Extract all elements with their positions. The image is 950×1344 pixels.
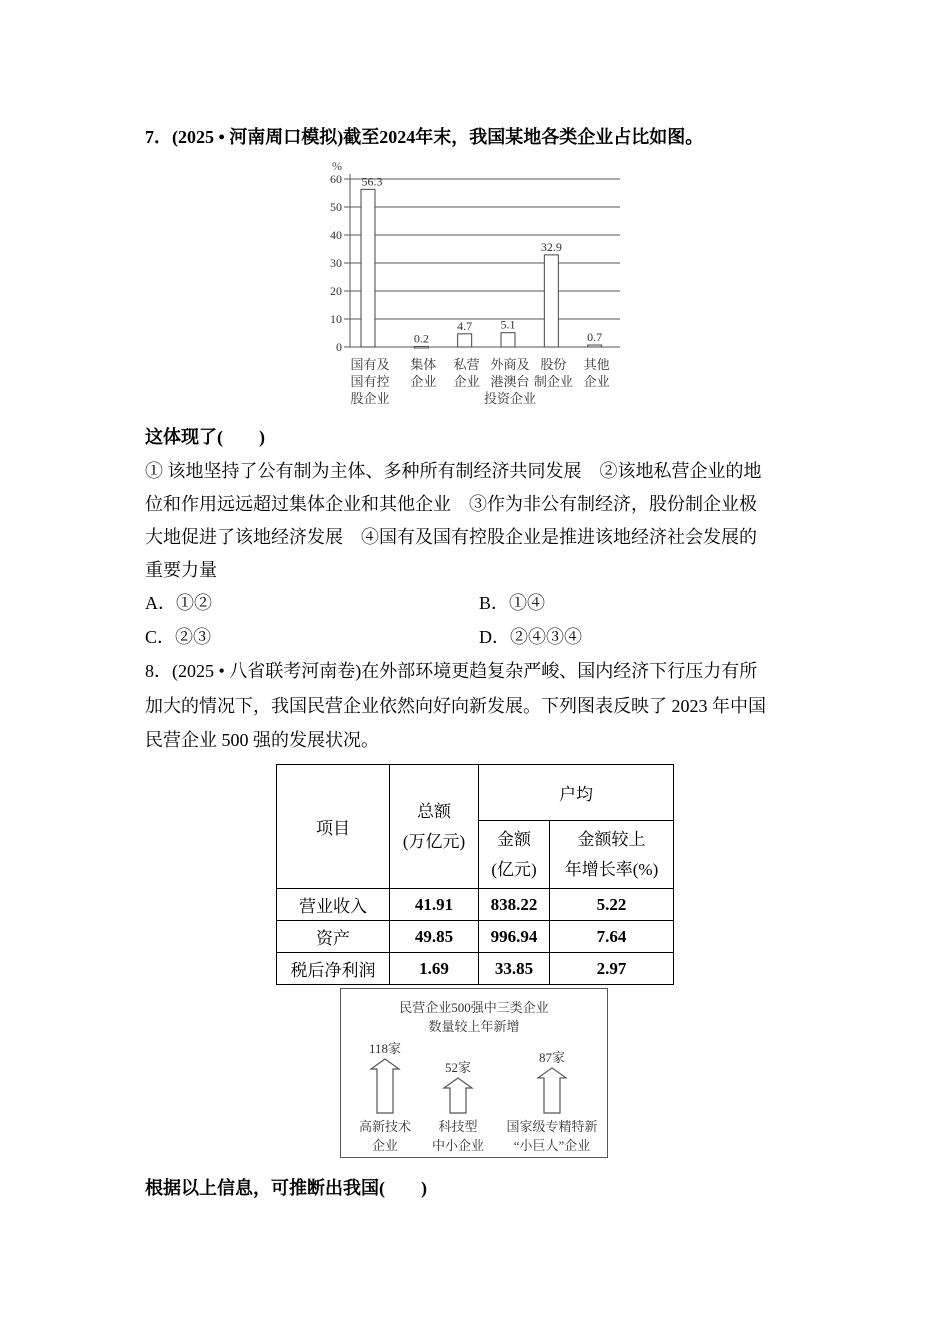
bar-value-label: 56.3 — [361, 174, 383, 189]
table-row — [277, 889, 674, 921]
q8-infographic — [340, 988, 608, 1158]
table-header-amount-line2: (亿元) — [491, 859, 537, 879]
bar — [361, 189, 375, 347]
q8-stem-line-1: 8．(2025 • 八省联考河南卷)在外部环境更趋复杂严峻、国内经济下行压力有所 — [145, 661, 758, 681]
growth-arrow — [371, 1059, 399, 1113]
table-cell-amount: 838.22 — [479, 889, 550, 921]
bar — [544, 255, 558, 347]
y-axis-unit-label: % — [332, 159, 342, 173]
bar-value-label: 4.7 — [457, 318, 473, 333]
q8-stem-line-3: 民营企业 500 强的发展状况。 — [145, 730, 379, 750]
table-header-total-line1: 总额 — [417, 801, 451, 821]
table-cell-total: 49.85 — [390, 921, 479, 953]
q7-option-a[interactable]: A．①② — [145, 593, 212, 613]
q7-statement-line-1: ① 该地坚持了公有制为主体、多种所有制经济共同发展 ②该地私营企业的地 — [145, 461, 762, 481]
x-category-label: 投资企业 — [483, 391, 537, 406]
table-cell-growth: 7.64 — [550, 921, 674, 953]
arrow-category-label-line2: 企业 — [371, 1138, 399, 1153]
arrow-category-label-line2: “小巨人”企业 — [513, 1138, 591, 1153]
growth-arrow — [538, 1068, 566, 1113]
bar-value-label: 32.9 — [540, 239, 562, 254]
y-tick-label: 40 — [330, 228, 342, 242]
bar-value-label: 0.7 — [587, 330, 603, 345]
table-header-growth-line2: 年增长率(%) — [564, 859, 659, 879]
table-cell-item: 营业收入 — [277, 889, 390, 921]
x-category-label: 外商及 — [490, 357, 530, 372]
table-cell-total: 1.69 — [390, 953, 479, 985]
q7-option-d[interactable]: D．②④③④ — [479, 627, 582, 647]
y-tick-label: 10 — [330, 312, 342, 326]
x-category-label: 集体 — [410, 357, 437, 372]
y-tick-label: 50 — [330, 200, 342, 214]
bar — [501, 333, 515, 347]
bar — [588, 345, 602, 347]
x-category-label: 企业 — [410, 374, 437, 389]
q7-option-b[interactable]: B．①④ — [479, 593, 546, 613]
x-category-label: 国有控 — [350, 374, 390, 389]
table-header-amount-line1: 金额 — [497, 829, 531, 849]
y-tick-label: 0 — [336, 340, 342, 354]
x-category-label: 其他 — [583, 357, 610, 372]
x-category-label: 私营 — [453, 357, 480, 372]
q7-statement-line-3: 大地促进了该地经济发展 ④国有及国有控股企业是推进该地经济社会发展的 — [145, 527, 757, 547]
q7-option-c[interactable]: C．②③ — [145, 627, 212, 647]
arrow-count-label: 118家 — [368, 1041, 402, 1056]
infographic-title-line2: 数量较上年新增 — [428, 1019, 520, 1034]
y-tick-label: 60 — [330, 172, 342, 186]
table-header-average: 户均 — [479, 765, 674, 821]
x-category-label: 港澳台 — [490, 374, 530, 389]
q8-question: 根据以上信息，可推断出我国( ) — [145, 1178, 427, 1198]
arrow-category-label-line1: 国家级专精特新 — [506, 1119, 598, 1134]
x-category-label: 国有及 — [350, 357, 390, 372]
bar-value-label: 0.2 — [413, 331, 429, 346]
growth-arrow — [444, 1078, 472, 1113]
q7-stem: 7．(2025 • 河南周口模拟)截至2024年末，我国某地各类企业占比如图。 — [145, 127, 704, 147]
y-tick-label: 30 — [330, 256, 342, 270]
q7-statement-line-2: 位和作用远远超过集体企业和其他企业 ③作为非公有制经济，股份制企业极 — [145, 494, 757, 514]
x-category-label: 股企业 — [350, 391, 390, 406]
bar — [414, 346, 428, 348]
table-cell-amount: 33.85 — [479, 953, 550, 985]
table-header-growth-line1: 金额较上 — [577, 829, 646, 849]
table-header-total-line2: (万亿元) — [402, 831, 466, 851]
table-cell-growth: 2.97 — [550, 953, 674, 985]
infographic-title-line1: 民营企业500强中三类企业 — [399, 1000, 549, 1015]
x-category-label: 股份 — [540, 357, 567, 372]
y-tick-label: 20 — [330, 284, 342, 298]
table-cell-growth: 5.22 — [550, 889, 674, 921]
q7-question: 这体现了( ) — [145, 427, 265, 447]
table-cell-item: 税后净利润 — [277, 953, 390, 985]
arrow-count-label: 52家 — [444, 1060, 472, 1076]
q8-stem-line-2: 加大的情况下，我国民营企业依然向好向新发展。下列图表反映了 2023 年中国 — [145, 696, 766, 716]
arrow-category-label-line1: 高新技术 — [358, 1119, 412, 1134]
arrow-category-label-line1: 科技型 — [438, 1119, 478, 1134]
table-header-total — [390, 765, 479, 889]
table-header-item: 项目 — [277, 765, 390, 889]
x-category-label: 制企业 — [533, 374, 573, 389]
table-row — [277, 921, 674, 953]
bar-value-label: 5.1 — [500, 317, 516, 332]
q7-statement-line-4: 重要力量 — [145, 560, 217, 580]
table-header-growth — [550, 821, 674, 889]
infographic-drawing — [341, 989, 607, 1157]
q7-bar-chart — [320, 154, 630, 414]
table-cell-item: 资产 — [277, 921, 390, 953]
x-category-label: 企业 — [453, 374, 480, 389]
x-category-label: 企业 — [583, 374, 610, 389]
table-header-amount — [479, 821, 550, 889]
arrow-count-label: 87家 — [538, 1049, 566, 1065]
table-cell-total: 41.91 — [390, 889, 479, 921]
table-cell-amount: 996.94 — [479, 921, 550, 953]
q8-data-table — [276, 764, 674, 985]
arrow-category-label-line2: 中小企业 — [431, 1138, 485, 1153]
bar — [458, 334, 472, 347]
table-row — [277, 953, 674, 985]
